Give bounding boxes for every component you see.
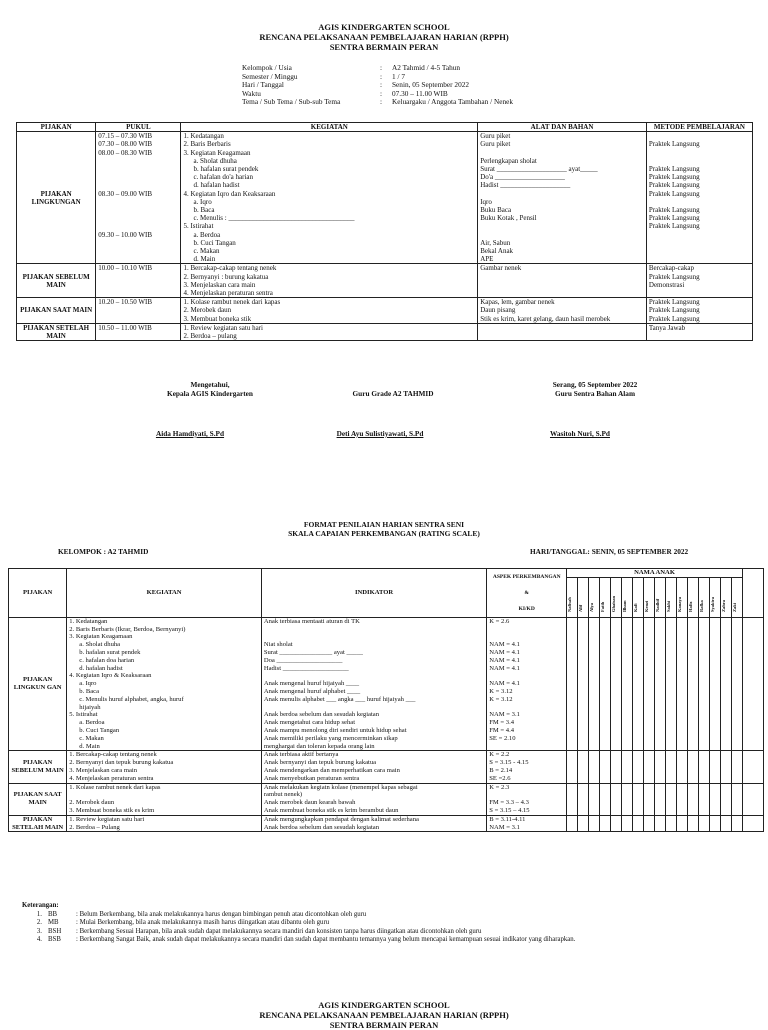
score-cell — [742, 815, 763, 832]
meta-value: 1 / 7 — [392, 71, 405, 81]
metode-cell: Tanya Jawab — [646, 323, 752, 340]
kegiatan-cell: 1. Kolase rambut nenek dari kapas 2. Merobek daun 3. Membuat boneka stik es krim — [67, 783, 262, 815]
aspek-cell: K = 2.3 FM = 3.3 – 4.3 S = 3.15 – 4.15 — [487, 783, 567, 815]
student-name: Syakira — [709, 577, 720, 617]
score-cell — [720, 783, 731, 815]
signature-mid-name: Deti Ayu Sulistiyawati, S.Pd — [336, 429, 424, 438]
score-cell — [655, 815, 666, 832]
score-cell — [720, 617, 731, 751]
score-cell — [644, 751, 655, 783]
col-header-alat: ALAT DAN BAHAN — [478, 123, 647, 132]
score-cell — [731, 815, 742, 832]
student-name: Kenzi — [644, 577, 655, 617]
score-cell — [611, 815, 622, 832]
note-item: 1. BB : Belum Berkembang, bila anak melakukannya harus dengan bimbingan penuh atau dicontohkan oleh guru — [36, 910, 367, 918]
extra-column — [742, 569, 763, 618]
score-cell — [731, 751, 742, 783]
metode-cell: Praktek Langsung Praktek Langsung Praktek Langsung — [646, 298, 752, 324]
score-cell — [731, 783, 742, 815]
score-cell — [709, 815, 720, 832]
student-name: Ghaisan — [611, 577, 622, 617]
score-cell — [687, 783, 698, 815]
score-cell — [633, 617, 644, 751]
col-header-metode: METODE PEMBELAJARAN — [646, 123, 752, 132]
score-cell — [600, 783, 611, 815]
indikator-cell: Anak mengungkapkan pendapat dengan kalimat sederhana Anak berdoa sebelum dan sesudah kegiatan — [261, 815, 486, 832]
col-header-indikator: INDIKATOR — [261, 569, 486, 618]
alat-cell — [478, 323, 647, 340]
score-cell — [600, 617, 611, 751]
col-header-pukul: PUKUL — [96, 123, 181, 132]
score-cell — [578, 815, 589, 832]
table-row — [9, 617, 764, 751]
assessment-table — [8, 568, 764, 832]
score-cell — [633, 815, 644, 832]
score-cell — [687, 815, 698, 832]
score-cell — [655, 751, 666, 783]
col-header-pijakan: PIJAKAN — [9, 569, 67, 618]
score-cell — [600, 751, 611, 783]
meta-key: Hari / Tanggal — [242, 80, 284, 90]
score-cell — [698, 783, 709, 815]
student-name: Rafka — [698, 577, 709, 617]
metode-cell: Praktek Langsung Praktek Langsung Praktek Langsung Praktek Langsung Praktek Langsung Praktek Langsung Praktek Langsung Praktek Langsung — [646, 132, 752, 264]
score-cell — [742, 751, 763, 783]
student-name: Kanaya — [677, 577, 688, 617]
score-cell — [677, 783, 688, 815]
pijakan-cell: PIJAKAN SEBELUM MAIN — [9, 751, 67, 783]
score-cell — [633, 783, 644, 815]
aspek-cell: B = 3.11-4.11 NAM = 3.1 — [487, 815, 567, 832]
student-name: Fatih — [600, 577, 611, 617]
score-cell — [655, 617, 666, 751]
score-cell — [644, 783, 655, 815]
score-cell — [622, 751, 633, 783]
meta-value: Keluargaku / Anggota Tambahan / Nenek — [392, 97, 514, 107]
note-item: 2. MB : Mulai Berkembang, bila anak melakukannya masih harus diingatkan atau dibantu oleh guru — [36, 919, 330, 927]
kegiatan-cell: 1. Kolase rambut nenek dari kapas 2. Merobek daun 3. Membuat boneka stik — [181, 298, 478, 324]
score-cell — [677, 751, 688, 783]
score-cell — [698, 617, 709, 751]
score-cell — [666, 617, 677, 751]
note-item: 3. BSH : Berkembang Sesuai Harapan, bila anak sudah dapat melakukannya secara mandiri dan konsisten tanpa harus diingatkan atau dicontohkan oleh guru — [36, 927, 482, 935]
doc-rpph-title: RENCANA PELAKSANAAN PEMBELAJARAN HARIAN (RPPH) — [259, 32, 509, 42]
meta-key: Tema / Sub Tema / Sub-sub Tema — [242, 97, 341, 107]
note-item: 4. BSB : Berkembang Sangat Baik, anak sudah dapat melakukannya secara mandiri dan sudah dapat membantu temannya yang belum mencapai kemampuan sesuai indikator yang diharapkan. — [36, 936, 576, 944]
meta-value: A2 Tahmid / 4-5 Tahun — [392, 63, 461, 72]
pijakan-cell: PIJAKAN SAAT MAIN — [9, 783, 67, 815]
meta-key: Waktu — [242, 88, 261, 98]
pijakan-cell: PIJAKAN SAAT MAIN — [17, 298, 96, 324]
table-row — [17, 323, 753, 340]
score-cell — [633, 751, 644, 783]
student-name: Sakhi — [666, 577, 677, 617]
score-cell — [742, 617, 763, 751]
score-cell — [742, 783, 763, 815]
score-cell — [578, 783, 589, 815]
assessment-title: FORMAT PENILAIAN HARIAN SENTRA SENI — [303, 520, 465, 529]
student-name: Alya — [589, 577, 600, 617]
doc-sentra-title: SENTRA BERMAIN PERAN — [329, 42, 439, 52]
col-header-pijakan: PIJAKAN — [17, 123, 96, 132]
score-cell — [677, 815, 688, 832]
assessment-kelompok: KELOMPOK : A2 TAHMID — [58, 547, 149, 556]
signature-left: Mengetahui, Kepala AGIS Kindergarten — [167, 380, 253, 398]
score-cell — [677, 617, 688, 751]
kegiatan-cell: 1. Review kegiatan satu hari 2. Berdoa – Pulang — [67, 815, 262, 832]
student-name: Kafi — [633, 577, 644, 617]
col-header-kegiatan: KEGIATAN — [181, 123, 478, 132]
score-cell — [589, 783, 600, 815]
score-cell — [709, 751, 720, 783]
notes-block — [22, 902, 575, 945]
score-cell — [611, 617, 622, 751]
col-header-kegiatan: KEGIATAN — [67, 569, 262, 618]
table-row — [9, 815, 764, 832]
table-row — [9, 751, 764, 783]
doc3-sentra-title: SENTRA BERMAIN PERAN — [329, 1020, 439, 1030]
kegiatan-cell: 1. Bercakap-cakap tentang nenek 2. Bernyanyi dan tepuk burung kakatua 3. Menjelaskan cara main 4. Menjelaskan peraturan sentra — [67, 751, 262, 783]
col-header-aspek: ASPEK PERKEMBANGAN & KI/KD — [487, 569, 567, 618]
score-cell — [589, 617, 600, 751]
score-cell — [687, 751, 698, 783]
student-name: Hafiz — [687, 577, 698, 617]
score-cell — [622, 815, 633, 832]
score-cell — [666, 815, 677, 832]
score-cell — [666, 783, 677, 815]
rpph-table — [16, 122, 753, 341]
score-cell — [720, 815, 731, 832]
student-name: Zaki — [731, 577, 742, 617]
alat-cell: Gambar nenek — [478, 264, 647, 298]
kegiatan-cell: 1. Kedatangan 2. Baris Berbaris (Ikrar, Berdoa, Bernyanyi) 3. Kegiatan Keagamaan a. Sholat dhuha b. hafalan surat pendek c. hafalan doa harian d. hafalan hadist 4. Kegiatan Iqro & Keaksaraan a. Iqro b. Baca c. Menulis huruf alphabet, angka, huruf hijaiyah 5. Istirahat a. Berdoa b. Cuci Tangan c. Makan d. Main — [67, 617, 262, 751]
aspek-cell: K = 2.6 NAM = 4.1 NAM = 4.1 NAM = 4.1 NAM = 4.1 NAM = 4.1 K = 3.12 K = 3.12 NAM = 3.1 FM = 3.4 FM = 4.4 SE = 2.10 — [487, 617, 567, 751]
pijakan-cell: PIJAKAN SETELAH MAIN — [17, 323, 96, 340]
pijakan-cell: PIJAKAN LINGKUN GAN — [9, 617, 67, 751]
pijakan-cell: PIJAKAN SETELAH MAIN — [9, 815, 67, 832]
score-cell — [709, 783, 720, 815]
score-cell — [644, 815, 655, 832]
col-header-nama-anak: NAMA ANAK — [567, 569, 743, 578]
signature-left-name: Aida Hamdiyati, S.Pd — [155, 429, 225, 438]
table-row — [17, 132, 753, 264]
aspek-cell: K = 2.2 S = 3.15 - 4.15 B = 2.14 SE =2.6 — [487, 751, 567, 783]
notes-title: Keterangan: — [22, 902, 59, 909]
meta-key: Kelompok / Usia — [242, 63, 292, 72]
signature-right-name: Wasitoh Nuri, S.Pd — [549, 429, 610, 438]
student-name: Alif — [578, 577, 589, 617]
score-cell — [589, 815, 600, 832]
score-cell — [698, 815, 709, 832]
pukul-cell: 07.15 – 07.30 WIB 07.30 – 08.00 WIB 08.00 – 08.30 WIB 08.30 – 09.00 WIB 09.30 – 10.00 WIB — [96, 132, 181, 264]
score-cell — [600, 815, 611, 832]
score-cell — [567, 783, 578, 815]
score-cell — [687, 617, 698, 751]
table-row — [17, 264, 753, 298]
student-name: Zahra — [720, 577, 731, 617]
score-cell — [567, 617, 578, 751]
kegiatan-cell: 1. Kedatangan 2. Baris Berbaris 3. Kegiatan Keagamaan a. Sholat dhuha b. hafalan surat pendek c. hafalan do'a harian d. hafalan hadist 4. Kegiatan Iqro dan Keaksaraan a. Iqro b. Baca c. Menulis : ____________________________________ 5. Istirahat a. Berdoa b. Cuci Tangan c. Makan d. Main — [181, 132, 478, 264]
meta-value: Senin, 05 September 2022 — [392, 80, 470, 90]
doc3-school-title: AGIS KINDERGARTEN SCHOOL — [318, 1000, 450, 1010]
student-name: Nafisah — [567, 577, 578, 617]
pukul-cell: 10.20 – 10.50 WIB — [96, 298, 181, 324]
kegiatan-cell: 1. Review kegiatan satu hari 2. Berdoa – pulang — [181, 323, 478, 340]
score-cell — [622, 617, 633, 751]
student-name: Nadhif — [655, 577, 666, 617]
meta-key: Semester / Minggu — [242, 71, 298, 81]
score-cell — [578, 617, 589, 751]
indikator-cell: Anak melakukan kegiatn kolase (menempel kapas sebagai rambut nenek) Anak merobek daun kearah bawah Anak membuat boneka stik es krim berambut daun — [261, 783, 486, 815]
score-cell — [611, 783, 622, 815]
score-cell — [666, 751, 677, 783]
score-cell — [720, 751, 731, 783]
signature-mid-title: Guru Grade A2 TAHMID — [352, 389, 434, 398]
pijakan-cell: PIJAKAN SEBELUM MAIN — [17, 264, 96, 298]
table-row — [17, 298, 753, 324]
score-cell — [567, 751, 578, 783]
signature-right: Serang, 05 September 2022 Guru Sentra Bahan Alam — [552, 380, 638, 398]
pijakan-cell: PIJAKAN LINGKUNGAN — [17, 132, 96, 264]
table-row — [9, 783, 764, 815]
score-cell — [578, 751, 589, 783]
score-cell — [655, 783, 666, 815]
doc3-rpph-title: RENCANA PELAKSANAAN PEMBELAJARAN HARIAN (RPPH) — [259, 1010, 509, 1020]
score-cell — [644, 617, 655, 751]
score-cell — [698, 751, 709, 783]
score-cell — [622, 783, 633, 815]
indikator-cell: Anak terbiasa mentaati aturan di TK Niat sholat Surat ________________ ayat _____ Doa ____________________ Hadist ____________________ Anak mengenal huruf hijaiyah ____ Anak mengenal huruf alphabet ____ Anak menulis alphabet ___ angka ___ huruf hijaiyah ___ Anak berdoa sebelum dan sesudah kegiatan Anak mengetahui cara hidup sehat Anak mampu menolong diri sendiri untuk hidup sehat Anak memiliki perilaku yang mencerminkan sikap menghargai dan toleran kepada orang lain — [261, 617, 486, 751]
score-cell — [731, 617, 742, 751]
score-cell — [567, 815, 578, 832]
doc-meta-block: Kelompok / Usia : A2 Tahmid / 4-5 Tahun Semester / Minggu : 1 / 7 Hari / Tanggal : Senin, 05 September 2022 Waktu : 07.30 – 11.00 WIB Tema / Sub Tema / Sub-sub Tema : Keluargaku / Anggota Tambahan / Nenek — [242, 63, 514, 107]
alat-cell: Guru piket Guru piket Perlengkapan sholat Surat ____________________ ayat_____ Do'a ____________________ Hadist ____________________ Iqro Buku Baca Buku Kotak , Pensil Air, Sabun Bekal Anak APE — [478, 132, 647, 264]
score-cell — [589, 751, 600, 783]
indikator-cell: Anak terbiasa aktif bertanya Anak bernyanyi dan tepuk burung kakatua Anak mendengarkan dan memperhatikan cara main Anak menyebutkan peraturan sentra — [261, 751, 486, 783]
assessment-subtitle: SKALA CAPAIAN PERKEMBANGAN (RATING SCALE) — [288, 529, 480, 538]
score-cell — [709, 617, 720, 751]
assessment-date: HARI/TANGGAL: SENIN, 05 SEPTEMBER 2022 — [530, 547, 689, 556]
kegiatan-cell: 1. Bercakap-cakap tentang nenek 2. Bernyanyi : burung kakatua 3. Menjelaskan cara main 4. Menjelaskan peraturan sentra — [181, 264, 478, 298]
meta-value: 07.30 – 11.00 WIB — [392, 88, 448, 98]
alat-cell: Kapas, lem, gambar nenek Daun pisang Stik es krim, karet gelang, daun hasil merobek — [478, 298, 647, 324]
score-cell — [611, 751, 622, 783]
pukul-cell: 10.50 – 11.00 WIB — [96, 323, 181, 340]
metode-cell: Bercakap-cakap Praktek Langsung Demonstrasi — [646, 264, 752, 298]
pukul-cell: 10.00 – 10.10 WIB — [96, 264, 181, 298]
doc-school-title: AGIS KINDERGARTEN SCHOOL — [318, 22, 450, 32]
student-name: Ilham — [622, 577, 633, 617]
